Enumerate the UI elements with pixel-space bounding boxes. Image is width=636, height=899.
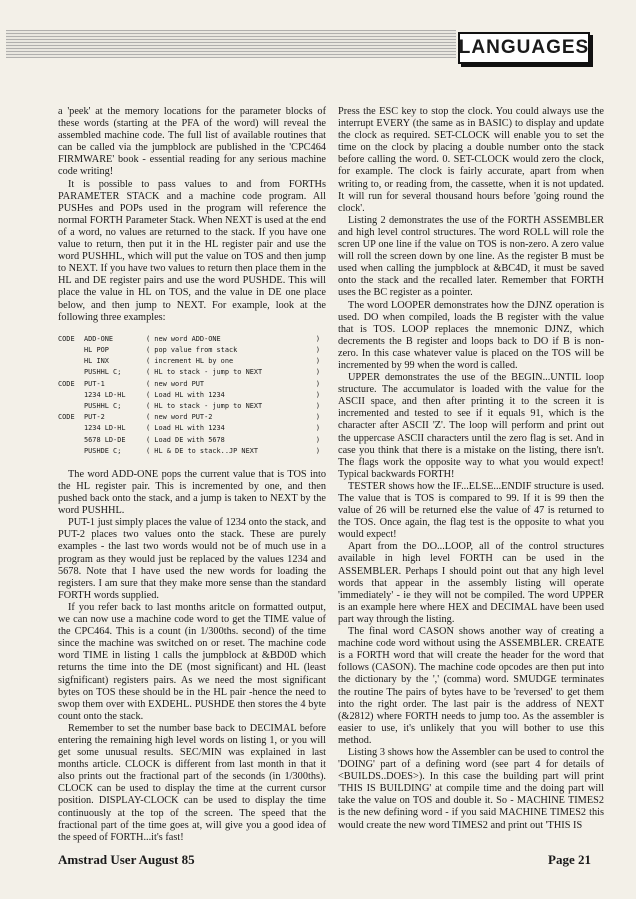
code-cell: PUSHHL C; xyxy=(84,401,122,410)
code-cell: PUSHDE C; xyxy=(84,446,122,455)
code-line xyxy=(58,379,326,390)
right-column xyxy=(338,106,604,832)
code-cell: ) xyxy=(315,435,320,444)
code-cell: PUSHHL C; xyxy=(84,368,122,377)
paragraph: Listing 2 demonstrates the use of the FORTH ASSEMBLER and high level control structures. The word ROLL will role the scren UP one line if the value on TOS is non-zero. A zero value will roll the screen down by one line. As the register B must be used when calling the jumpblock at &BC4D, it must be saved onto the stack and the recalled later. Remember that FORTH uses the BC register as a pointer. xyxy=(338,214,604,299)
code-line xyxy=(58,390,326,401)
code-cell: CODE xyxy=(58,379,75,388)
code-cell xyxy=(58,435,84,446)
code-cell: ( pop value from stack xyxy=(146,345,238,354)
header-pattern-band xyxy=(6,30,456,58)
section-title: LANGUAGES xyxy=(458,37,590,58)
code-cell: ( HL to stack - jump to NEXT xyxy=(146,368,263,377)
code-cell xyxy=(58,446,84,457)
code-cell: 5678 LD-DE xyxy=(84,435,126,444)
code-cell: ) xyxy=(315,334,320,343)
code-line xyxy=(58,401,326,412)
code-line xyxy=(58,423,326,434)
code-cell xyxy=(58,401,84,412)
code-cell: ( new word PUT-2 xyxy=(146,413,213,422)
code-cell: ) xyxy=(315,345,320,354)
left-intro-text xyxy=(58,106,326,324)
code-cell xyxy=(58,423,84,434)
code-line xyxy=(58,412,326,423)
code-cell: ) xyxy=(315,424,320,433)
footer-page-number: Page 21 xyxy=(548,852,591,867)
code-line xyxy=(58,435,326,446)
code-cell xyxy=(58,367,84,378)
code-cell: ( increment HL by one xyxy=(146,357,234,366)
code-cell: ) xyxy=(315,401,320,410)
code-cell: ( new word PUT xyxy=(146,379,205,388)
paragraph: TESTER shows how the IF...ELSE...ENDIF structure is used. The value that is TOS is compared to 99. If it is 99 then the value of 26 will be returned else the value of 47 is returned to the TOS. Once again, the flag test is the opposite to what you would expect! xyxy=(338,480,604,541)
code-line xyxy=(58,367,326,378)
code-cell: ( Load HL with 1234 xyxy=(146,390,225,399)
paragraph: Press the ESC key to stop the clock. You could always use the interrupt EVERY (the same as in BASIC) to display and update the clock as required. SET-CLOCK will enable you to set the time on the clock by placing a double number onto the stack before calling the word. 0. SET-CLOCK would zero the clock, for example. The clock is fairly accurate, apart from when writing to, or reading from, the cassette, when it is not updated. It will run for several thousand hours before 'going round the clock'. xyxy=(338,106,604,214)
code-cell: ( Load DE with 5678 xyxy=(146,435,225,444)
code-cell: ) xyxy=(315,390,320,399)
code-cell xyxy=(58,356,84,367)
paragraph: If you refer back to last months aritcle on formatted output, we can now use a machine code word to get the TIME value of the CPC464. This is a count (in 1/300ths. second) of the time since the machine was switched on or reset. The machine code word TIME in listing 1 calls the jumpblock at &BD0D which returns the time into the DE (most significant) and HL (least sigfnificant) registers pairs. As we need the most significant bytes on TOS these should be in the HL pair -hence the need to swop them over with EXDEHL. PUSHDE then stores the 4 byte count onto the stack. xyxy=(58,601,326,722)
left-column xyxy=(58,106,326,844)
paragraph: Apart from the DO...LOOP, all of the control structures available in high level FORTH can be used in the ASSEMBLER. Perhaps I should point out that any high level words that appear in the assembly listing will operate 'immediately' - ie they will not be compiled. The word UPPER is an example here where HEX and DECIMAL have been used part way through the listing. xyxy=(338,541,604,625)
code-cell: 1234 LD-HL xyxy=(84,424,126,433)
paragraph: The final word CASON shows another way of creating a machine code word without using the ASSEMBLER. CREATE is a FORTH word that will create the header for the word that follows (CASON). The machine code opcodes are then put into the dictionary by the ',' (comma) word. SMUDGE terminates the routine The pairs of bytes have to be 'reversed' to get them into the right order. The last pair is the address of NEXT (&2812) where FORTH needs to jump too. As the assembler is easier to use, it's unlikely that you will bother to use this method. xyxy=(338,626,604,746)
code-cell: CODE xyxy=(58,413,75,422)
left-body-text xyxy=(58,469,326,844)
paragraph: Remember to set the number base back to DECIMAL before entering the remaining high level words on listing 1, or you will get some unusual results. SEC/MIN was explained in last months article. CLOCK is different from last month in that it also prints out the fractional part of the seconds (in 1/300ths). CLOCK can be used to display the time at the current cursor position. DISPLAY-CLOCK can be used to display the time continuously at the top of the screen. The speed that the fractional part of the time goes at, will give you a good idea of the speed of FORTH...it's fast! xyxy=(58,722,326,843)
paragraph: PUT-1 just simply places the value of 1234 onto the stack, and PUT-2 places two values onto the stack. These are purely examples - the last two words would not be of much use in a program as they would just be replaced by the values 1234 and 5678. Note that I have used the new words for loading the registers. I am sure that they make more sense than the standard FORTH words supplied. xyxy=(58,517,326,601)
paragraph: It is possible to pass values to and from FORTHs PARAMETER STACK and a machine code program. All PUSHes and POPs used in the program will reference the normal FORTH Parameter Stack. When NEXT is used at the end of a word, no values are returned to the stack. If you have one value to return, then put it in the HL register pair and use the word PUSHHL, which will put the value on TOS and then jump to NEXT. If you have two values to return then place them in the HL and DE register pairs and use the word PUSHDE. This will place the value in HL on TOS, and the value in DE one place below, and then jump to NEXT. For example, look at the following three examples: xyxy=(58,178,326,323)
code-cell: ADD-ONE xyxy=(84,334,114,343)
paragraph: The word LOOPER demonstrates how the DJNZ operation is used. DO when compiled, loads the B register with the value that is TOS. LOOP replaces the mnemonic DJNZ, which decrements the B register and loops back to DO if B is non-zero. In this case whatever value is placed on the TOS will be incremented by 99 when the word is called. xyxy=(338,299,604,371)
code-cell: ( Load HL with 1234 xyxy=(146,424,225,433)
code-cell: PUT-2 xyxy=(84,413,105,422)
code-cell: ) xyxy=(315,446,320,455)
code-cell: ( HL to stack - jump to NEXT xyxy=(146,401,263,410)
paragraph: a 'peek' at the memory locations for the parameter blocks of these words (starting at the PFA of the word) will reveal the assembled machine code. The full list of available routines that can be called via the jumpblock are published in the 'CPC464 FIRMWARE' book - essential reading for any serious machine code writing! xyxy=(58,106,326,178)
code-cell: ) xyxy=(315,379,320,388)
section-label-box xyxy=(458,32,590,64)
code-cell: ( new word ADD-ONE xyxy=(146,334,221,343)
code-cell: PUT-1 xyxy=(84,379,105,388)
code-line xyxy=(58,345,326,356)
code-cell: ( HL & DE to stack..JP NEXT xyxy=(146,446,259,455)
code-line xyxy=(58,334,326,345)
code-cell: HL INX xyxy=(84,357,109,366)
code-cell: ) xyxy=(315,368,320,377)
paragraph: The word ADD-ONE pops the current value that is TOS into the HL register pair. This is incremented by one, and then pushed back onto the stack, and a jump is taken to NEXT by the word PUSHHL. xyxy=(58,468,326,517)
footer-publication: Amstrad User August 85 xyxy=(58,852,195,867)
code-cell: CODE xyxy=(58,334,75,343)
code-listing xyxy=(58,334,326,457)
code-cell: ) xyxy=(315,357,320,366)
code-cell xyxy=(58,345,84,356)
code-cell: 1234 LD-HL xyxy=(84,390,126,399)
paragraph: Listing 3 shows how the Assembler can be used to control the 'DOING' part of a defining word (see part 4 for details of <BUILDS..DOES>). In this case the building part will print 'THIS IS BUILDING' at compile time and the doing part will take the value on TOS and double it. So - MACHINE TIMES2 is the new defining word - if you said MACHINE TIMES2 this would create the new word TIMES2 and print out 'THIS IS xyxy=(338,746,604,831)
code-cell: ) xyxy=(315,413,320,422)
paragraph: UPPER demonstrates the use of the BEGIN...UNTIL loop structure. The accumulator is loaded with the value for the ASCII space, and then after printing it to the screen it is incremented and tested to see if it equals 91, which is the character after ASCII 'Z'. The loop will perform and print out the uppercase ASCII characters until the zero flag is set. And in case you think that there is a mistake on the listing, there isn't. The flags work the opposite way to what you would expect! Typical backwards FORTH! xyxy=(338,372,604,480)
code-cell: HL POP xyxy=(84,345,109,354)
code-cell xyxy=(58,390,84,401)
code-line xyxy=(58,356,326,367)
code-line xyxy=(58,446,326,457)
